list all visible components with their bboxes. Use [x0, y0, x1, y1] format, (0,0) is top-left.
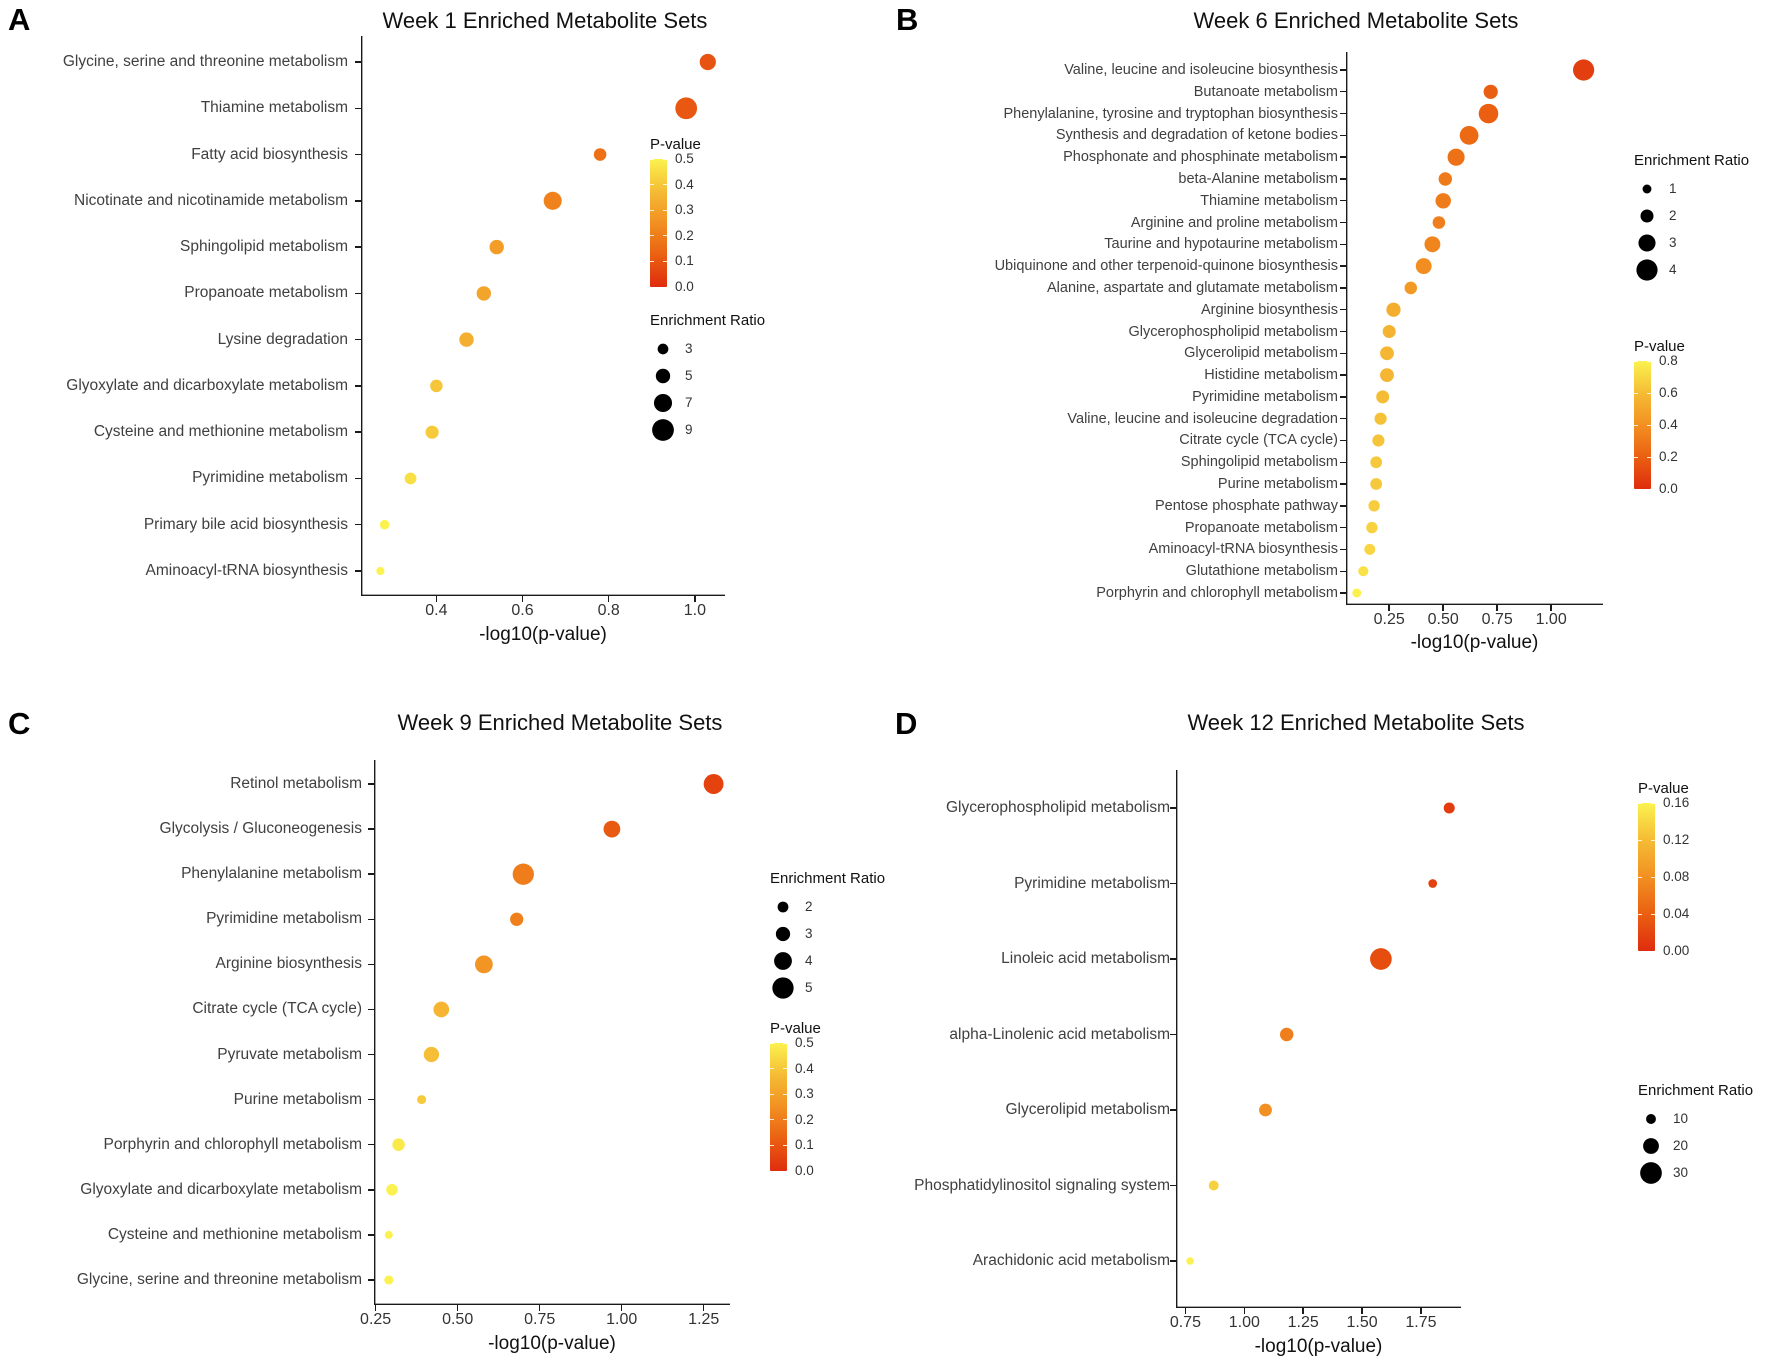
pvalue-tick-mark — [1634, 489, 1638, 490]
x-tick-label: 0.75 — [1481, 611, 1513, 628]
data-point — [475, 956, 493, 974]
y-axis-label: Glycine, serine and threonine metabolism — [62, 53, 348, 70]
pvalue-tick-label: 0.6 — [1659, 385, 1678, 400]
y-axis-label: Pyrimidine metabolism — [1014, 874, 1170, 892]
y-axis-label: Arachidonic acid metabolism — [972, 1252, 1170, 1269]
data-point — [1424, 236, 1440, 252]
legend-entry — [770, 920, 885, 947]
pvalue-tick-label: 0.00 — [1663, 943, 1690, 958]
legend-title: Enrichment Ratio — [1638, 1082, 1754, 1099]
pvalue-tick-label: 0.4 — [1659, 417, 1678, 432]
data-point — [1380, 346, 1394, 360]
legend-value: 4 — [805, 953, 813, 968]
y-axis-label: Phosphonate and phosphinate metabolism — [1063, 149, 1338, 166]
pvalue-tick-mark — [1634, 393, 1638, 394]
data-point — [1376, 390, 1389, 403]
enrichment-ratio-legend — [650, 312, 765, 443]
pvalue-legend — [1634, 338, 1685, 496]
legend-entry — [1634, 229, 1749, 256]
pvalue-tick-label: 0.2 — [1659, 449, 1678, 464]
y-axis-label: Glycine, serine and threonine metabolism — [76, 1271, 362, 1288]
panel-letter: C — [8, 706, 31, 741]
pvalue-tick-mark — [783, 1094, 787, 1095]
pvalue-tick-mark — [783, 1043, 787, 1044]
y-axis-label: Valine, leucine and isoleucine biosynthesis — [1064, 62, 1338, 78]
panel-title: Week 9 Enriched Metabolite Sets — [397, 710, 723, 735]
pvalue-tick-mark — [1647, 361, 1651, 362]
legend-title: Enrichment Ratio — [770, 870, 886, 887]
legend-value: 4 — [1669, 262, 1677, 277]
y-axis-label: Phenylalanine metabolism — [181, 865, 362, 883]
x-tick-label: 1.00 — [1228, 1314, 1260, 1331]
data-point — [380, 520, 390, 530]
x-tick-label: 0.25 — [360, 1311, 392, 1328]
data-point — [1370, 456, 1382, 468]
legend-dot-icon — [650, 417, 676, 443]
legend-value: 5 — [805, 980, 813, 995]
legend-value: 7 — [685, 395, 693, 410]
pvalue-tick-mark — [663, 261, 667, 262]
pvalue-tick-mark — [1647, 489, 1651, 490]
legend-dot-icon — [770, 948, 796, 974]
data-point — [1186, 1257, 1194, 1265]
y-axis-label: Arginine biosynthesis — [1200, 301, 1338, 318]
pvalue-tick-mark — [783, 1068, 787, 1069]
legend-value: 30 — [1673, 1165, 1689, 1180]
data-point — [1433, 216, 1446, 229]
y-axis-label: Cysteine and methionine metabolism — [107, 1225, 362, 1243]
y-axis-label: Pyruvate metabolism — [217, 1045, 362, 1063]
pvalue-tick-mark — [1638, 914, 1642, 915]
y-axis-label: Valine, leucine and isoleucine degradation — [1067, 410, 1338, 427]
legend-entry — [650, 362, 765, 389]
data-point — [1372, 434, 1384, 446]
pvalue-tick-mark — [770, 1043, 774, 1044]
panel-title: Week 6 Enriched Metabolite Sets — [1193, 8, 1519, 33]
y-axis-label: Propanoate metabolism — [1184, 519, 1338, 536]
legend-dot-icon — [1634, 257, 1660, 283]
panel-letter: D — [895, 706, 918, 741]
enrichment-ratio-legend — [1634, 152, 1749, 283]
y-axis-label: Sphingolipid metabolism — [179, 238, 348, 256]
data-point — [1416, 258, 1432, 274]
pvalue-tick-label: 0.2 — [795, 1111, 814, 1127]
data-point — [675, 97, 697, 119]
y-axis-label: Histidine metabolism — [1204, 367, 1338, 384]
plot-area-B — [1346, 52, 1603, 605]
legend-dot-icon — [770, 975, 796, 1001]
legend-entry — [770, 974, 885, 1001]
legend-dot-icon — [1634, 230, 1660, 256]
data-point — [477, 286, 491, 300]
x-axis-title: -log10(p-value) — [1254, 1336, 1383, 1357]
data-point — [1259, 1104, 1272, 1117]
x-tick-label: 0.25 — [1373, 611, 1405, 628]
y-axis-label: Glutathione metabolism — [1185, 563, 1338, 580]
pvalue-tick-mark — [663, 159, 667, 160]
data-point — [1439, 172, 1452, 185]
pvalue-tick-mark — [1647, 393, 1651, 394]
legend-entry — [1638, 1105, 1753, 1132]
data-point — [1370, 948, 1392, 970]
pvalue-tick-label: 0.1 — [795, 1137, 814, 1153]
pvalue-tick-mark — [1638, 951, 1642, 952]
legend-value: 3 — [805, 926, 813, 941]
pvalue-tick-label: 0.3 — [675, 202, 694, 218]
data-point — [1358, 566, 1368, 576]
legend-entry — [1638, 1159, 1753, 1186]
panel-letter: A — [8, 2, 31, 37]
pvalue-tick-mark — [650, 235, 654, 236]
y-axis-label: Taurine and hypotaurine metabolism — [1104, 236, 1338, 253]
legend-entry — [1634, 256, 1749, 283]
pvalue-tick-label: 0.2 — [675, 227, 694, 243]
y-axis-label: Glycerophospholipid metabolism — [945, 799, 1170, 816]
x-tick-label: 0.75 — [524, 1311, 556, 1328]
data-point — [1375, 413, 1387, 425]
data-point — [704, 774, 724, 794]
data-point — [1366, 522, 1377, 533]
data-point — [1280, 1028, 1293, 1041]
y-axis-label: Pyrimidine metabolism — [206, 910, 362, 928]
data-point — [1405, 282, 1418, 295]
x-axis-title: -log10(p-value) — [479, 624, 607, 645]
y-axis-label: Purine metabolism — [233, 1090, 362, 1108]
data-point — [1479, 104, 1499, 124]
x-axis-title: -log10(p-value) — [1410, 632, 1539, 653]
legend-value: 9 — [685, 422, 693, 437]
data-point — [1352, 589, 1361, 598]
pvalue-tick-label: 0.04 — [1663, 906, 1690, 921]
data-point — [1364, 544, 1375, 555]
data-point — [1383, 325, 1396, 338]
pvalue-tick-mark — [663, 184, 667, 185]
legend-value: 1 — [1669, 181, 1677, 196]
pvalue-tick-mark — [770, 1068, 774, 1069]
y-axis-label: Porphyrin and chlorophyll metabolism — [103, 1135, 362, 1153]
data-point — [1435, 193, 1450, 208]
legend-dot-icon — [650, 390, 676, 416]
legend-dot-icon — [1638, 1106, 1664, 1132]
y-axis-label: alpha-Linolenic acid metabolism — [949, 1025, 1170, 1043]
panel-C — [0, 640, 886, 1361]
pvalue-tick-mark — [1634, 361, 1638, 362]
legend-value: 20 — [1673, 1138, 1689, 1153]
x-tick-label: 1.25 — [1287, 1314, 1319, 1331]
legend-value: 2 — [805, 899, 813, 914]
pvalue-tick-mark — [650, 287, 654, 288]
panel-letter: B — [896, 2, 919, 37]
legend-title: P-value — [1634, 338, 1685, 355]
pvalue-tick-mark — [650, 261, 654, 262]
legend-entry — [650, 389, 765, 416]
pvalue-tick-label: 0.12 — [1663, 832, 1690, 847]
legend-dot-icon — [650, 363, 676, 389]
pvalue-tick-mark — [1638, 803, 1642, 804]
pvalue-legend — [1638, 780, 1690, 958]
data-point — [1428, 879, 1437, 888]
enrichment-ratio-legend — [770, 870, 885, 1001]
pvalue-tick-mark — [663, 235, 667, 236]
legend-entry — [770, 893, 885, 920]
y-axis-label: Phenylalanine, tyrosine and tryptophan biosynthesis — [1003, 105, 1338, 122]
x-tick-label: 0.6 — [511, 602, 534, 619]
y-axis-label: Sphingolipid metabolism — [1180, 454, 1338, 471]
panel-title: Week 1 Enriched Metabolite Sets — [382, 8, 708, 33]
legend-dot-icon — [1634, 176, 1660, 202]
y-axis-label: Glycerolipid metabolism — [1184, 345, 1338, 362]
y-axis-label: Glyoxylate and dicarboxylate metabolism — [66, 376, 348, 394]
data-point — [384, 1275, 393, 1284]
pvalue-legend — [770, 1020, 821, 1178]
data-point — [490, 240, 504, 254]
legend-entry — [1634, 175, 1749, 202]
pvalue-gradient-bar — [650, 159, 667, 287]
pvalue-tick-mark — [650, 210, 654, 211]
legend-title: Enrichment Ratio — [650, 312, 766, 329]
legend-dot-icon — [650, 336, 676, 362]
panel-title: Week 12 Enriched Metabolite Sets — [1187, 710, 1525, 735]
y-axis-label: beta-Alanine metabolism — [1178, 170, 1338, 187]
y-axis-label: Alanine, aspartate and glutamate metabolism — [1047, 279, 1338, 296]
y-axis-label: Aminoacyl-tRNA biosynthesis — [1148, 541, 1338, 558]
pvalue-gradient — [1638, 795, 1690, 958]
pvalue-tick-mark — [650, 184, 654, 185]
pvalue-tick-mark — [1651, 951, 1655, 952]
legend-dot-icon — [770, 894, 796, 920]
data-point — [417, 1095, 426, 1104]
legend-value: 10 — [1673, 1111, 1689, 1126]
y-axis-label: Synthesis and degradation of ketone bodies — [1055, 127, 1338, 144]
pvalue-tick-mark — [770, 1094, 774, 1095]
y-axis-label: Propanoate metabolism — [184, 284, 348, 302]
legend-title: P-value — [770, 1020, 821, 1037]
data-point — [392, 1138, 405, 1151]
pvalue-tick-label: 0.8 — [1659, 353, 1678, 368]
legend-entry — [650, 335, 765, 362]
data-point — [430, 380, 443, 393]
x-tick-label: 0.4 — [425, 602, 448, 619]
pvalue-tick-label: 0.0 — [675, 279, 694, 294]
x-tick-label: 1.00 — [606, 1311, 638, 1328]
x-tick-label: 0.75 — [1169, 1314, 1201, 1331]
panel-D — [886, 640, 1772, 1361]
data-point — [1460, 126, 1479, 145]
data-point — [385, 1231, 393, 1239]
legend-entry — [1634, 202, 1749, 229]
pvalue-tick-mark — [1651, 877, 1655, 878]
y-axis-label: Arginine biosynthesis — [215, 955, 362, 973]
data-point — [604, 821, 621, 838]
pvalue-tick-mark — [770, 1171, 774, 1172]
y-axis-label: Pyrimidine metabolism — [192, 469, 348, 487]
pvalue-tick-label: 0.5 — [795, 1035, 814, 1050]
y-axis-label: Lysine degradation — [217, 330, 348, 348]
data-point — [424, 1047, 439, 1062]
y-axis-label: Cysteine and methionine metabolism — [93, 423, 348, 441]
pvalue-tick-label: 0.16 — [1663, 795, 1690, 810]
pvalue-tick-mark — [1638, 877, 1642, 878]
pvalue-tick-mark — [770, 1119, 774, 1120]
data-point — [459, 332, 473, 346]
data-point — [1380, 368, 1394, 382]
panel-B — [886, 0, 1772, 653]
pvalue-tick-label: 0.0 — [1659, 481, 1678, 496]
data-point — [376, 567, 384, 575]
x-tick-label: 1.75 — [1405, 1314, 1437, 1331]
data-point — [386, 1184, 398, 1196]
legend-value: 2 — [1669, 208, 1677, 223]
pvalue-legend — [650, 136, 701, 294]
pvalue-tick-mark — [1651, 914, 1655, 915]
y-axis-label: Porphyrin and chlorophyll metabolism — [1096, 585, 1338, 601]
data-point — [594, 148, 607, 161]
pvalue-tick-label: 0.08 — [1663, 869, 1690, 884]
pvalue-tick-mark — [1634, 457, 1638, 458]
pvalue-tick-mark — [663, 287, 667, 288]
legend-dot-icon — [1638, 1160, 1664, 1186]
legend-value: 3 — [685, 341, 693, 356]
plot-area-D — [1176, 770, 1461, 1308]
data-point — [544, 192, 562, 210]
y-axis-label: Thiamine metabolism — [1200, 192, 1338, 209]
pvalue-tick-mark — [1651, 803, 1655, 804]
legend-value: 3 — [1669, 235, 1677, 250]
pvalue-tick-label: 0.0 — [795, 1163, 814, 1178]
pvalue-tick-label: 0.4 — [795, 1060, 814, 1076]
y-axis-label: Aminoacyl-tRNA biosynthesis — [145, 562, 348, 579]
pvalue-tick-mark — [783, 1119, 787, 1120]
x-tick-label: 1.50 — [1346, 1314, 1378, 1331]
legend-value: 5 — [685, 368, 693, 383]
y-axis-label: Glycerophospholipid metabolism — [1128, 323, 1338, 340]
x-tick-label: 0.50 — [1427, 611, 1459, 628]
y-axis-label: Glyoxylate and dicarboxylate metabolism — [80, 1180, 362, 1198]
enrichment-ratio-legend — [1638, 1082, 1753, 1186]
data-point — [1370, 478, 1382, 490]
data-point — [433, 1002, 449, 1018]
pvalue-tick-mark — [1647, 425, 1651, 426]
pvalue-tick-mark — [1634, 425, 1638, 426]
legend-entry — [650, 416, 765, 443]
x-tick-label: 0.8 — [597, 602, 620, 619]
legend-title: Enrichment Ratio — [1634, 152, 1750, 169]
y-axis-label: Glycolysis / Gluconeogenesis — [159, 820, 362, 838]
pvalue-gradient — [650, 151, 701, 294]
pvalue-tick-mark — [770, 1145, 774, 1146]
pvalue-tick-mark — [783, 1145, 787, 1146]
legend-dot-icon — [770, 921, 796, 947]
data-point — [426, 426, 439, 439]
data-point — [1386, 303, 1400, 317]
y-axis-label: Phosphatidylinositol signaling system — [914, 1176, 1170, 1194]
pvalue-tick-mark — [650, 159, 654, 160]
y-axis-label: Nicotinate and nicotinamide metabolism — [74, 191, 348, 209]
legend-entry — [1638, 1132, 1753, 1159]
pvalue-tick-mark — [663, 210, 667, 211]
y-axis-label: Fatty acid biosynthesis — [191, 145, 348, 163]
y-axis-label: Thiamine metabolism — [200, 99, 348, 117]
pvalue-tick-mark — [1647, 457, 1651, 458]
y-axis-label: Pentose phosphate pathway — [1155, 497, 1338, 514]
x-tick-label: 1.0 — [683, 602, 706, 619]
y-axis-label: Linoleic acid metabolism — [1001, 950, 1170, 967]
y-axis-label: Purine metabolism — [1217, 476, 1338, 493]
pvalue-tick-label: 0.4 — [675, 176, 694, 192]
data-point — [700, 54, 716, 70]
data-point — [1484, 85, 1498, 99]
data-point — [1368, 500, 1379, 511]
pvalue-tick-mark — [1638, 840, 1642, 841]
pvalue-tick-label: 0.3 — [795, 1086, 814, 1102]
y-axis-label: Pyrimidine metabolism — [1192, 388, 1338, 405]
pvalue-gradient — [770, 1035, 821, 1178]
data-point — [1444, 802, 1455, 813]
pvalue-tick-mark — [1651, 840, 1655, 841]
data-point — [513, 864, 534, 885]
pvalue-tick-label: 0.5 — [675, 151, 694, 166]
y-axis-label: Butanoate metabolism — [1193, 83, 1338, 100]
legend-title: P-value — [1638, 780, 1689, 797]
data-point — [1573, 59, 1594, 80]
y-axis-label: Ubiquinone and other terpenoid-quinone biosynthesis — [994, 258, 1338, 275]
pvalue-tick-mark — [783, 1171, 787, 1172]
plot-area-C — [374, 760, 730, 1305]
data-point — [1209, 1181, 1219, 1191]
x-tick-label: 1.00 — [1535, 611, 1567, 628]
y-axis-label: Citrate cycle (TCA cycle) — [192, 1000, 362, 1018]
y-axis-label: Arginine and proline metabolism — [1130, 214, 1338, 231]
pvalue-gradient-bar — [770, 1043, 787, 1171]
y-axis-label: Glycerolipid metabolism — [1005, 1101, 1170, 1118]
y-axis-label: Primary bile acid biosynthesis — [143, 515, 348, 533]
x-tick-label: 0.50 — [442, 1311, 474, 1328]
y-axis-label: Retinol metabolism — [230, 775, 362, 792]
legend-entry — [770, 947, 885, 974]
x-axis-title: -log10(p-value) — [488, 1333, 616, 1354]
x-tick-label: 1.25 — [688, 1311, 720, 1328]
data-point — [1448, 149, 1465, 166]
legend-title: P-value — [650, 136, 701, 153]
y-axis-label: Citrate cycle (TCA cycle) — [1179, 432, 1338, 449]
pvalue-tick-label: 0.1 — [675, 253, 694, 269]
pvalue-gradient — [1634, 353, 1685, 496]
data-point — [510, 913, 523, 926]
legend-dot-icon — [1638, 1133, 1664, 1159]
data-point — [405, 473, 417, 485]
panel-A — [0, 0, 886, 645]
legend-dot-icon — [1634, 203, 1660, 229]
